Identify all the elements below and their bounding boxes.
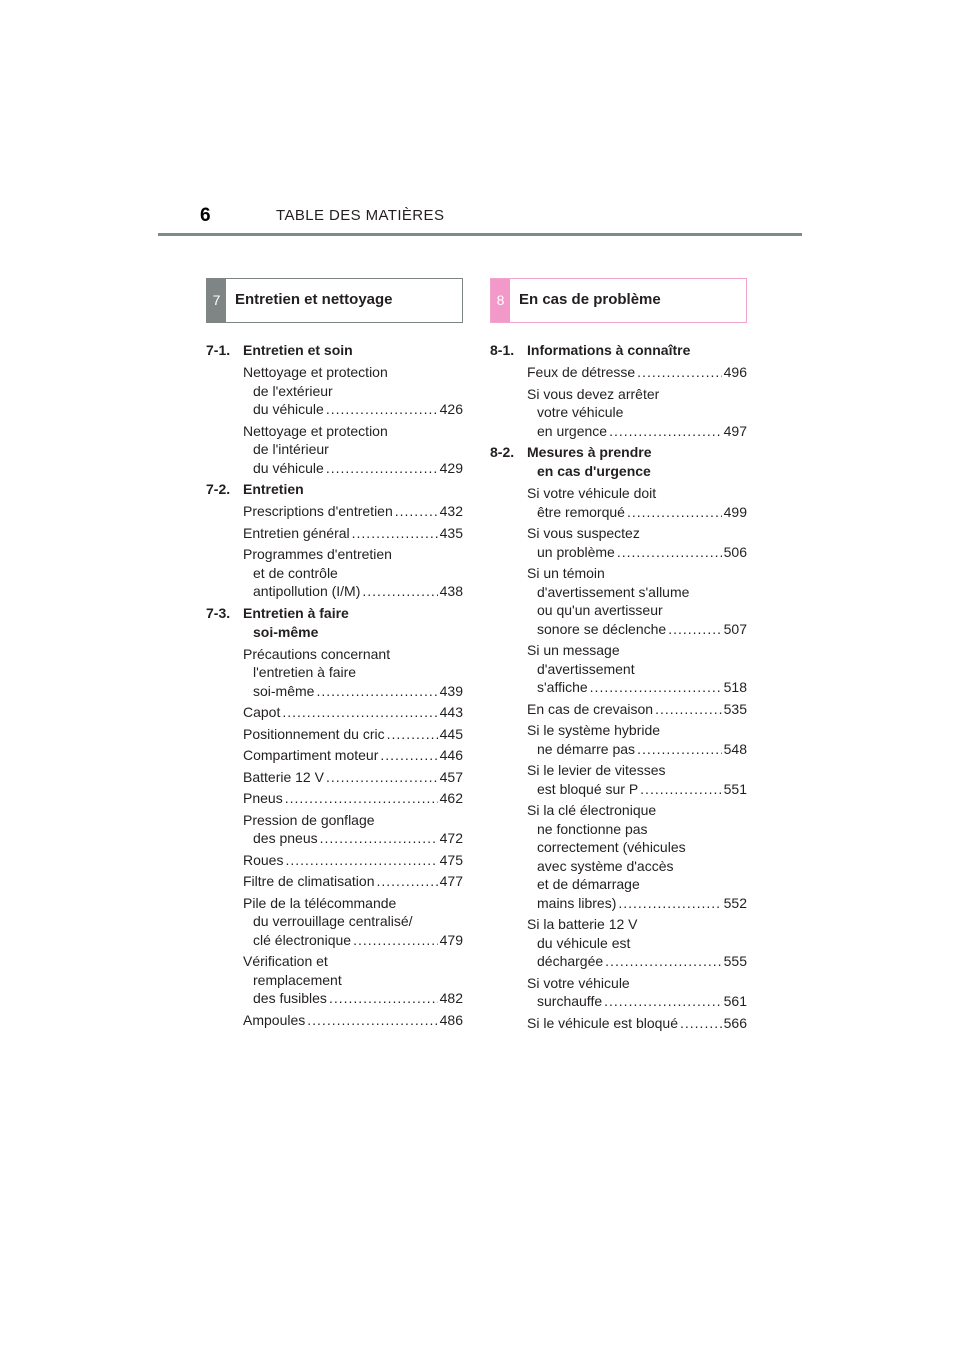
section-number: 7-1.: [206, 342, 231, 358]
page-reference[interactable]: 477: [439, 873, 463, 889]
dot-leader: [352, 524, 438, 543]
toc-entry[interactable]: [527, 524, 747, 561]
toc-entry[interactable]: [243, 703, 463, 722]
page-reference[interactable]: 486: [439, 1011, 463, 1028]
entry-text-line: Programmes d'entretien: [243, 546, 392, 562]
entry-text-line: s'affiche: [537, 679, 588, 695]
dot-leader: [604, 992, 722, 1011]
entry-text-line: sonore se déclenche: [537, 620, 667, 637]
page-reference[interactable]: 566: [723, 1014, 747, 1031]
page-number: 6: [200, 205, 211, 226]
chapter-title: En cas de problème: [519, 291, 661, 308]
toc-entry[interactable]: [243, 545, 463, 601]
entry-final-line: [243, 872, 463, 891]
entry-text-line: de l'intérieur: [253, 441, 329, 457]
entry-text-line: Positionnement du cric: [243, 725, 385, 742]
toc-entry[interactable]: [527, 700, 747, 719]
entry-final-line: [243, 931, 463, 950]
section-number: 7-3.: [206, 604, 231, 621]
page-reference[interactable]: 548: [723, 740, 747, 757]
toc-entry[interactable]: [527, 484, 747, 521]
chapter-heading: [206, 278, 463, 323]
entry-text-line: clé électronique: [253, 931, 352, 948]
entry-final-line: [527, 740, 747, 759]
entry-final-line: [243, 459, 463, 478]
entry-text-line: ou qu'un avertisseur: [537, 602, 663, 618]
dot-leader: [387, 725, 438, 744]
toc-entry[interactable]: [243, 524, 463, 543]
entry-final-line: [243, 851, 463, 870]
dot-leader: [605, 952, 721, 971]
dot-leader: [307, 1011, 437, 1030]
entry-text-line: Si un témoin: [527, 565, 605, 581]
page-reference[interactable]: 496: [723, 364, 747, 380]
dot-leader: [395, 502, 438, 521]
dot-leader: [627, 503, 722, 522]
page-reference[interactable]: 535: [723, 700, 747, 717]
dot-leader: [380, 746, 437, 765]
entry-final-line: [243, 989, 463, 1008]
chapter-title: Entretien et nettoyage: [235, 291, 393, 308]
entry-text-line: du véhicule: [253, 401, 324, 417]
entry-final-line: [243, 725, 463, 744]
toc-entry[interactable]: [243, 645, 463, 701]
dot-leader: [362, 582, 437, 601]
chapter-heading: [490, 278, 747, 323]
entry-text-line: correctement (véhicules: [537, 839, 686, 855]
page-reference[interactable]: 555: [723, 953, 747, 969]
toc-section: [206, 341, 463, 477]
chapter-number-tab: 8: [491, 279, 510, 322]
entry-text-line: votre véhicule: [537, 404, 624, 420]
dot-leader: [326, 400, 438, 419]
entry-text-line: Si votre véhicule doit: [527, 485, 657, 501]
toc-entry[interactable]: [243, 1011, 463, 1030]
page-reference[interactable]: 439: [439, 682, 463, 699]
page-reference[interactable]: 561: [723, 993, 747, 1009]
toc-entry[interactable]: [243, 502, 463, 521]
entry-final-line: [243, 582, 463, 601]
toc-section: [206, 480, 463, 601]
entry-text-line: Batterie 12 V: [243, 768, 324, 785]
dot-leader: [353, 931, 438, 950]
dot-leader: [618, 894, 721, 913]
section-heading: [490, 341, 747, 360]
header-rule: [158, 233, 802, 236]
entry-text-line: en urgence: [537, 422, 608, 439]
dot-leader: [326, 459, 438, 478]
entry-text-line: Si la batterie 12 V: [527, 916, 638, 932]
toc-entry[interactable]: [527, 721, 747, 758]
entry-text-line: d'avertissement s'allume: [537, 583, 690, 600]
chapter-8-column: [490, 278, 747, 1035]
entry-text-line: En cas de crevaison: [527, 700, 654, 717]
dot-leader: [637, 363, 721, 382]
section-heading: [490, 443, 747, 481]
toc-entry[interactable]: [243, 894, 463, 950]
page-reference[interactable]: 462: [439, 790, 463, 806]
entry-final-line: [527, 422, 747, 441]
entry-text-line: Feux de détresse: [527, 364, 636, 380]
page-reference[interactable]: 426: [439, 401, 463, 417]
entry-text-line: l'entretien à faire: [253, 664, 357, 680]
header-title: TABLE DES MATIÈRES: [276, 207, 445, 224]
page-reference[interactable]: 499: [723, 503, 747, 520]
dot-leader: [326, 768, 438, 787]
page-reference[interactable]: 472: [439, 830, 463, 846]
dot-leader: [668, 620, 721, 639]
page-reference[interactable]: 438: [439, 583, 463, 599]
page-reference[interactable]: 482: [439, 990, 463, 1006]
entry-text-line: Si la clé électronique: [527, 802, 657, 818]
section-heading: [206, 341, 463, 360]
entry-text-line: Précautions concernant: [243, 645, 391, 662]
page-reference[interactable]: 518: [723, 679, 747, 695]
section-title-line: Entretien: [243, 481, 304, 497]
toc-entry[interactable]: [527, 801, 747, 912]
page-reference[interactable]: 443: [439, 704, 463, 720]
toc-section: [206, 604, 463, 1030]
entry-text-line: Pression de gonflage: [243, 811, 375, 828]
toc-section: [490, 341, 747, 440]
entry-final-line: [527, 992, 747, 1011]
section-title-line: en cas d'urgence: [537, 463, 651, 479]
entry-text-line: du verrouillage centralisé/: [253, 913, 413, 929]
dot-leader: [316, 682, 437, 701]
dot-leader: [329, 989, 438, 1008]
entry-text-line: d'avertissement: [537, 660, 635, 677]
entry-final-line: [527, 700, 747, 719]
toc-entry[interactable]: [243, 422, 463, 478]
entry-text-line: Nettoyage et protection: [243, 422, 388, 439]
toc-entry[interactable]: [527, 974, 747, 1011]
entry-final-line: [243, 682, 463, 701]
entry-text-line: du véhicule: [253, 459, 324, 476]
page-reference[interactable]: 551: [723, 780, 747, 797]
dot-leader: [285, 851, 437, 870]
entry-final-line: [243, 789, 463, 808]
dot-leader: [680, 1014, 722, 1033]
entry-text-line: Capot: [243, 704, 281, 720]
toc-section: [490, 443, 747, 1032]
dot-leader: [320, 829, 438, 848]
entry-text-line: Si vous suspectez: [527, 525, 640, 541]
entry-text-line: est bloqué sur P: [537, 780, 639, 797]
entry-final-line: [243, 524, 463, 543]
entry-text-line: Pneus: [243, 790, 283, 806]
entry-final-line: [243, 400, 463, 419]
toc-entry[interactable]: [527, 1014, 747, 1033]
entry-text-line: Prescriptions d'entretien: [243, 503, 393, 519]
section-heading: [206, 480, 463, 499]
toc-entry[interactable]: [527, 564, 747, 638]
entry-text-line: Si le véhicule est bloqué: [527, 1014, 678, 1031]
toc-entry[interactable]: [243, 872, 463, 891]
entry-final-line: [243, 502, 463, 521]
toc-entry[interactable]: [243, 952, 463, 1008]
entry-text-line: Vérification et: [243, 953, 328, 969]
toc-entry[interactable]: [243, 363, 463, 419]
dot-leader: [285, 789, 438, 808]
page-reference[interactable]: 457: [439, 768, 463, 785]
toc-entry[interactable]: [243, 811, 463, 848]
page-reference[interactable]: 432: [439, 503, 463, 519]
toc-entry[interactable]: [243, 789, 463, 808]
entry-final-line: [527, 780, 747, 799]
entry-text-line: remplacement: [253, 971, 342, 988]
dot-leader: [590, 678, 722, 697]
dot-leader: [377, 872, 438, 891]
entry-final-line: [243, 768, 463, 787]
entry-text-line: du véhicule est: [537, 934, 631, 951]
dot-leader: [609, 422, 722, 441]
entry-final-line: [243, 1011, 463, 1030]
dot-leader: [637, 740, 722, 759]
page-reference[interactable]: 506: [723, 543, 747, 560]
toc-entry[interactable]: [527, 761, 747, 798]
entry-final-line: [527, 952, 747, 971]
toc-entry[interactable]: [527, 915, 747, 971]
entry-text-line: ne démarre pas: [537, 740, 636, 757]
section-title: [243, 480, 463, 499]
section-title: [243, 341, 463, 360]
section-title: [243, 604, 463, 642]
entry-text-line: Ampoules: [243, 1011, 306, 1028]
section-title: [527, 341, 747, 360]
entry-text-line: Roues: [243, 851, 284, 868]
dot-leader: [282, 703, 437, 722]
toc-entry[interactable]: [243, 851, 463, 870]
dot-leader: [655, 700, 722, 719]
entry-final-line: [527, 503, 747, 522]
section-number: 8-2.: [490, 444, 515, 460]
entry-text-line: surchauffe: [537, 993, 603, 1009]
section-number: 8-1.: [490, 342, 515, 358]
entry-final-line: [527, 543, 747, 562]
section-heading: [206, 604, 463, 642]
toc-entry[interactable]: [243, 746, 463, 765]
toc-entry[interactable]: [527, 363, 747, 382]
section-number: 7-2.: [206, 481, 231, 497]
toc-entry[interactable]: [527, 641, 747, 697]
entry-text-line: Si vous devez arrêter: [527, 385, 660, 402]
dot-leader: [640, 780, 721, 799]
page-reference[interactable]: 429: [439, 459, 463, 476]
entry-final-line: [527, 678, 747, 697]
page-reference[interactable]: 479: [439, 931, 463, 948]
entry-text-line: un problème: [537, 543, 615, 560]
page-reference[interactable]: 552: [723, 894, 747, 911]
entry-text-line: de l'extérieur: [253, 382, 333, 399]
entry-final-line: [527, 1014, 747, 1033]
page-reference[interactable]: 445: [439, 725, 463, 742]
entry-text-line: des fusibles: [253, 990, 327, 1006]
section-title-line: Mesures à prendre: [527, 444, 652, 460]
entry-final-line: [527, 363, 747, 382]
page-reference[interactable]: 497: [723, 422, 747, 439]
entry-text-line: déchargée: [537, 953, 604, 969]
entry-text-line: Si un message: [527, 642, 620, 658]
entry-text-line: Filtre de climatisation: [243, 873, 375, 889]
section-title: [527, 443, 747, 481]
page-reference[interactable]: 446: [439, 747, 463, 763]
toc-entry[interactable]: [527, 385, 747, 441]
entry-final-line: [243, 703, 463, 722]
toc-entry[interactable]: [243, 725, 463, 744]
section-title-line: Entretien à faire: [243, 604, 349, 621]
dot-leader: [617, 543, 722, 562]
section-title-line: Informations à connaître: [527, 342, 691, 358]
page-header: [158, 203, 802, 237]
entry-text-line: antipollution (I/M): [253, 583, 361, 599]
entry-text-line: Si le levier de vitesses: [527, 762, 666, 778]
entry-text-line: Si votre véhicule: [527, 974, 630, 991]
entry-text-line: des pneus: [253, 830, 318, 846]
entry-final-line: [527, 620, 747, 639]
page-reference[interactable]: 475: [439, 851, 463, 868]
toc-entry[interactable]: [243, 768, 463, 787]
entry-text-line: ne fonctionne pas: [537, 820, 648, 837]
entry-text-line: Nettoyage et protection: [243, 364, 388, 380]
entry-text-line: Pile de la télécommande: [243, 894, 397, 911]
section-title-line: Entretien et soin: [243, 342, 353, 358]
entry-text-line: soi-même: [253, 682, 315, 699]
entry-text-line: être remorqué: [537, 503, 625, 520]
entry-text-line: et de démarrage: [537, 876, 640, 892]
entry-final-line: [527, 894, 747, 913]
page-reference[interactable]: 435: [439, 524, 463, 541]
entry-text-line: avec système d'accès: [537, 857, 674, 874]
entry-final-line: [243, 829, 463, 848]
entry-text-line: Si le système hybride: [527, 722, 661, 738]
section-title-line: soi-même: [253, 623, 319, 640]
page-reference[interactable]: 507: [723, 620, 747, 637]
entry-final-line: [243, 746, 463, 765]
chapter-number-tab: 7: [207, 279, 226, 322]
entry-text-line: Compartiment moteur: [243, 747, 379, 763]
chapter-7-column: [206, 278, 463, 1032]
entry-text-line: Entretien général: [243, 524, 350, 541]
entry-text-line: et de contrôle: [253, 564, 338, 581]
entry-text-line: mains libres): [537, 894, 617, 911]
